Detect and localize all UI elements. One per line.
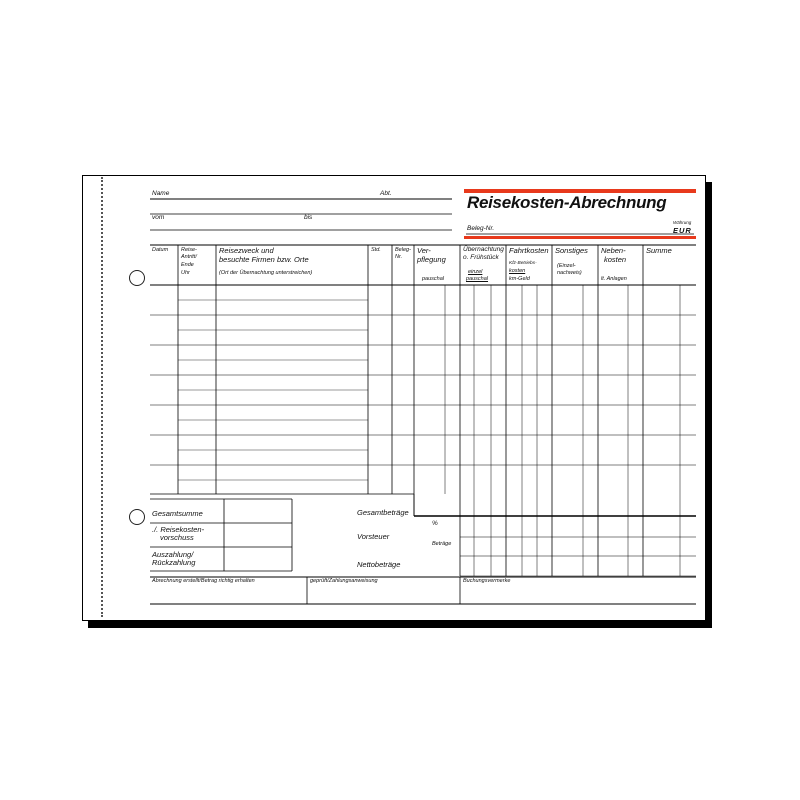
auszahlung-label-2: Rückzahlung: [152, 558, 196, 567]
vom-label: vom: [152, 214, 165, 221]
bis-label: bis: [304, 214, 313, 221]
col-reise-4: Uhr: [181, 270, 190, 276]
col-reise-2: Antritt/: [181, 254, 197, 260]
col-fahrt-1: Fahrtkosten: [509, 246, 549, 255]
col-zweck-note: (Ort der Übernachtung unterstreichen): [219, 270, 313, 276]
nettobetraege-label: Nettobeträge: [357, 560, 401, 569]
col-reise-3: Ende: [181, 262, 194, 268]
col-fahrt-sub3: km-Geld: [509, 276, 530, 282]
col-verpf-1: Ver-: [417, 246, 431, 255]
gesamtbetraege-label: Gesamtbeträge: [357, 508, 409, 517]
col-uebern-sub2: pauschal: [466, 276, 489, 282]
waehrung-label: Währung: [673, 220, 692, 225]
auszahlung-label-1: Auszahlung/: [152, 550, 194, 559]
vorschuss-label-2: vorschuss: [160, 533, 194, 542]
footer-abrechnung: Abrechnung erstellt/Betrag richtig erhalten: [152, 578, 255, 584]
beleg-nr-label: Beleg-Nr.: [467, 225, 495, 232]
abt-label: Abt.: [380, 190, 392, 197]
footer-buchung: Buchungsvermerke: [463, 578, 511, 584]
percent-label: %: [432, 520, 438, 527]
form-title: Reisekosten-Abrechnung: [467, 193, 667, 212]
col-neben-1: Neben-: [601, 246, 626, 255]
col-uebern-sub1: einzel: [468, 269, 483, 275]
col-neben-2: kosten: [604, 255, 627, 264]
col-uebern-2: o. Frühstück: [463, 254, 499, 261]
col-beleg-1: Beleg-: [395, 247, 411, 253]
col-zweck-2: besuchte Firmen bzw. Orte: [219, 255, 309, 264]
col-summe: Summe: [646, 246, 672, 255]
currency-value: EUR: [673, 226, 692, 235]
col-datum: Datum: [152, 247, 169, 253]
col-sonst-1: Sonstiges: [555, 246, 588, 255]
col-sonst-sub2: nachweis): [557, 270, 582, 276]
col-uebern-1: Übernachtung: [463, 246, 504, 253]
footer-geprueft: geprüft/Zahlungsanweisung: [310, 578, 378, 584]
col-neben-sub: lt. Anlagen: [601, 276, 627, 282]
col-reise-1: Reise-: [181, 247, 197, 253]
col-std: Std.: [371, 247, 381, 253]
col-verpf-sub: pauschal: [422, 276, 445, 282]
gesamtsumme-label: Gesamtsumme: [152, 509, 203, 518]
col-beleg-2: Nr.: [395, 254, 403, 260]
vorsteuer-label: Vorsteuer: [357, 532, 390, 541]
col-sonst-sub1: (Einzel-: [557, 263, 576, 269]
name-label: Name: [152, 190, 170, 197]
col-fahrt-sub2: kosten: [509, 268, 526, 274]
col-verpf-2: pflegung: [417, 255, 446, 264]
vorschuss-label-1: ./. Reisekosten-: [152, 525, 205, 534]
betraege-label: Beträge: [432, 541, 452, 547]
col-fahrt-sub1: Kfz-Betriebs-: [509, 261, 537, 266]
col-zweck-1: Reisezweck und: [219, 246, 274, 255]
